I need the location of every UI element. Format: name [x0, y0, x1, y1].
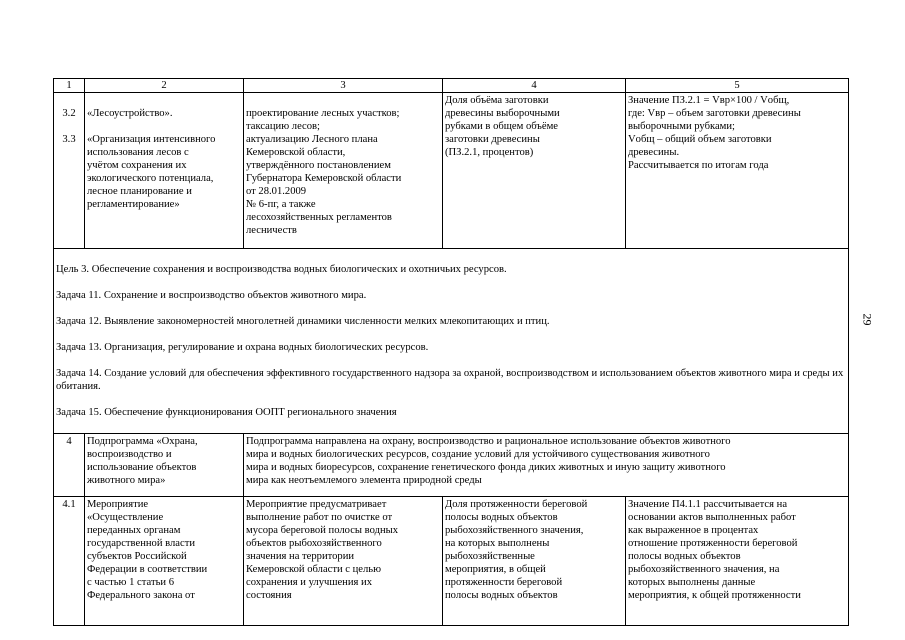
table-row-3-2 — [54, 93, 849, 249]
row-number-cell — [54, 93, 85, 249]
indicator-name-cell: Доля протяженности береговой полосы водных объектов рыбохозяйственного значения, на которых выполнены рыбохозяйственные мероприятия, в общей протяженности береговой полосы водных объектов — [443, 497, 626, 626]
task-line: Задача 11. Сохранение и воспроизводство объектов животного мира. — [56, 290, 367, 301]
goal-row — [54, 249, 849, 434]
row-number-4: 4 — [54, 434, 85, 497]
indicator-name-cell: Доля объёма заготовки древесины выборочными рубками в общем объёме заготовки древесины (ПЗ.2.1, процентов) — [443, 93, 626, 249]
table-row-4-1 — [54, 497, 849, 626]
task-line: Задача 14. Создание условий для обеспечения эффективного государственного надзора за охраной, воспроизводством и использованием объектов животного мира и среды их обитания. — [56, 368, 844, 392]
measure-name-cell: Мероприятие «Осуществление переданных органам государственной власти субъектов Российской Федерации в соответствии с частью 1 статьи 6 Федерального закона от — [85, 497, 244, 626]
goal-cell — [54, 249, 849, 434]
goal-line: Цель 3. Обеспечение сохранения и воспроизводства водных биологических и охотничьих ресурсов. — [56, 264, 507, 275]
calculation-method-cell: Значение П4.1.1 рассчитывается на основании актов выполненных работ как выраженное в процентах отношение протяженности береговой полосы водных объектов рыбохозяйственного значения, на которых выполнены данные мероприятия, к общей протяженности — [626, 497, 849, 626]
page-number: 29 — [860, 313, 875, 326]
subprogram-name-cell: Подпрограмма «Охрана, воспроизводство и использование объектов животного мира» — [85, 434, 244, 497]
task-line: Задача 12. Выявление закономерностей многолетней динамики численности мелких млекопитающих и птиц. — [56, 316, 550, 327]
measure-description-cell: проектирование лесных участков; таксацию лесов; актуализацию Лесного плана Кемеровской области, утверждённого постановлением Губернатора Кемеровской области от 28.01.2009 № 6-пг, а также лесохозяйственных регламентов лесничеств — [244, 93, 443, 249]
measure-description-cell: Мероприятие предусматривает выполнение работ по очистке от мусора береговой полосы водных объектов рыбохозяйственного значения на территории Кемеровской области с целью сохранения и улучшения их состояния — [244, 497, 443, 626]
header-col-5: 5 — [626, 79, 849, 93]
header-col-2: 2 — [85, 79, 244, 93]
header-col-4: 4 — [443, 79, 626, 93]
row-number-3-3: 3.3 — [62, 134, 76, 145]
header-row — [54, 79, 849, 93]
task-line: Задача 15. Обеспечение функционирования ООПТ регионального значения — [56, 407, 397, 418]
header-col-3: 3 — [244, 79, 443, 93]
program-table — [53, 78, 849, 626]
measure-name-cell: «Лесоустройство». «Организация интенсивного использования лесов с учётом сохранения их экологического потенциала, лесное планирование и регламентирование» — [85, 93, 244, 249]
calculation-method-cell: Значение ПЗ.2.1 = Vвр×100 / Vобщ, где: Vвр – объем заготовки древесины выборочными рубками; Vобщ – общий объем заготовки древесины. Рассчитывается по итогам года — [626, 93, 849, 249]
row-number-4-1: 4.1 — [54, 497, 85, 626]
subprogram-description-cell: Подпрограмма направлена на охрану, воспроизводство и рациональное использование объектов животного мира и водных биологических ресурсов, создание условий для устойчивого существования животного мира и водных биоресурсов, сохранение генетического фонда диких животных и иную защиту животного мира как неотъемлемого элемента природной среды — [244, 434, 849, 497]
header-col-1: 1 — [54, 79, 85, 93]
table-row-4 — [54, 434, 849, 497]
task-line: Задача 13. Организация, регулирование и охрана водных биологических ресурсов. — [56, 342, 429, 353]
row-number-3-2: 3.2 — [62, 108, 76, 119]
